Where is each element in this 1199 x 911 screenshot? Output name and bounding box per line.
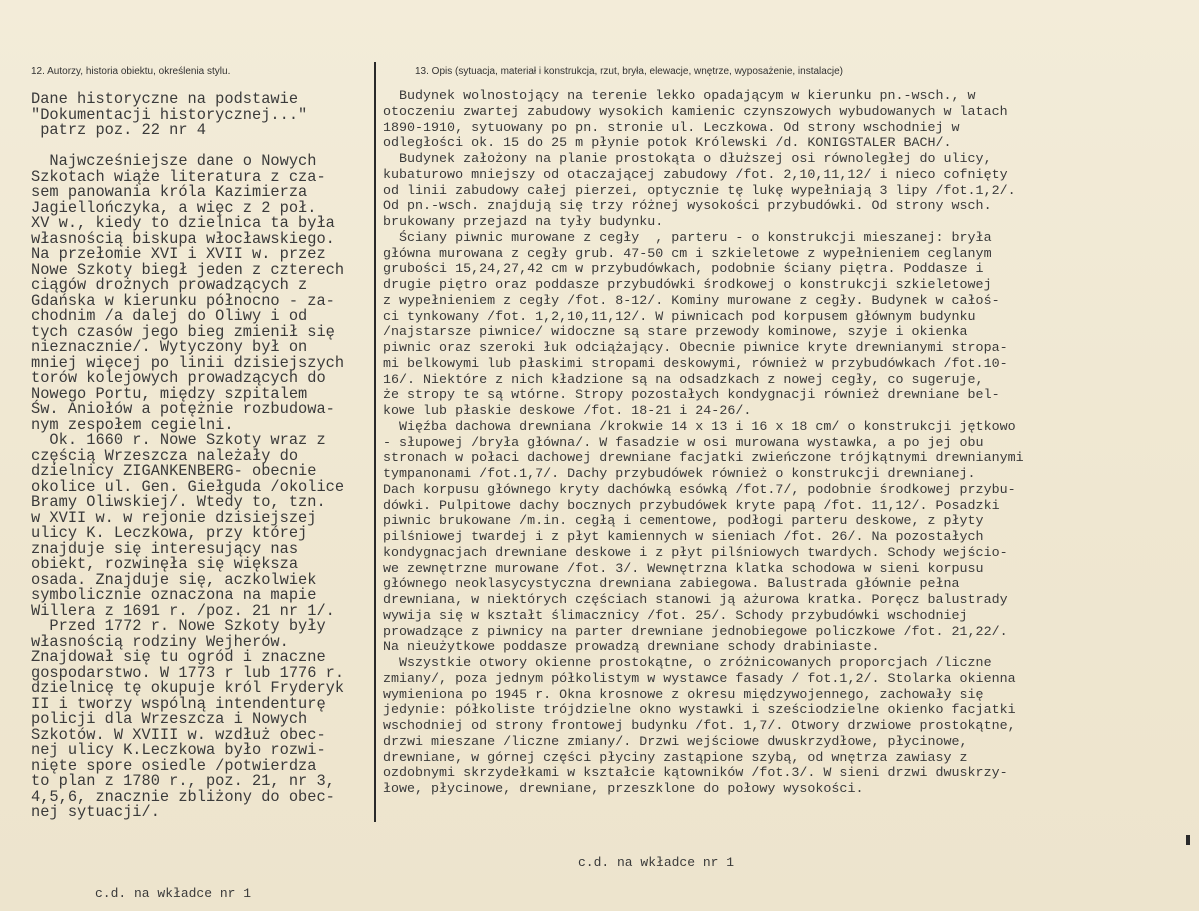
description-text-line: ozdobnymi skrzydełkami w kształcie kątowników /fot.3/. W sieni drzwi dwuskrzy-: [383, 766, 1008, 782]
history-text-line: Na przełomie XVI i XVII w. przez: [31, 245, 326, 263]
description-text-line: wschodniej od strony frontowej budynku /fot. 1,7/. Otwory drzwiowe prostokątne,: [383, 719, 1016, 734]
history-text-line: 4,5,6, znacznie zbliżony do obec-: [31, 787, 335, 806]
description-text-line: piwnic brukowane /m.in. cegłą i cementowe, podłogi parteru deskowe, z płyty: [383, 514, 984, 530]
history-text-column: [31, 92, 344, 821]
description-text-line: jedynie: półkoliste trójdzielne okno wystawki i sześciodzielne okienko facjatki: [383, 703, 1016, 719]
history-text-line: Przed 1772 r. Nowe Szkoty były: [31, 617, 326, 635]
description-text-line: głównego neoklasycystyczna drewniana zabiegowa. Balustrada głównie pełna: [383, 577, 960, 593]
description-text-line: grubości 15,24,27,42 cm w przybudówkach, podobnie ściany piętra. Poddasze i: [383, 262, 984, 278]
description-text-line: kowe lub płaskie deskowe /fot. 18-21 i 24-26/.: [383, 404, 752, 419]
description-text-line: brukowany przejazd na tyły budynku.: [383, 215, 664, 230]
description-text-line: dówki. Pulpitowe dachy bocznych przybudówek kryte papą /fot. 11,12/. Posadzki: [383, 498, 1000, 514]
section-12-header: 12. Autorzy, historia obiektu, określenia stylu.: [31, 66, 231, 77]
history-text-line: nięte spore osiedle /potwierdza: [31, 756, 317, 775]
description-text-line: 1890-1910, sytuowany po pn. stronie ul. Leczkowa. Od strony wschodniej w: [383, 120, 960, 136]
description-text-line: /najstarsze piwnice/ widoczne są stare przewody kominowe, szyje i okienka: [383, 325, 968, 341]
history-text-line: obiekt, rozwinęła się większa: [31, 555, 299, 573]
description-text-column: [383, 89, 1024, 798]
history-text-line: II i tworzy wspólną intendenturę: [31, 694, 326, 713]
history-text-line: nej ulicy K.Leczkowa było rozwi-: [31, 741, 326, 759]
description-text-line: kondygnacjach drewniane deskowe i z płyt pilśniowych twardych. Schody wejścio-: [383, 545, 1008, 561]
history-text-line: nieznacznie/. Wytyczony był on: [31, 338, 308, 356]
history-text-line: chodnim /a dalej do Oliwy i od: [31, 307, 308, 325]
description-text-line: łowe, płycinowe, drewniane, przeszklone do połowy wysokości.: [383, 782, 864, 797]
history-text-line: torów kolejowych prowadzących do: [31, 369, 326, 387]
history-text-line: XV w., kiedy to dzielnica ta była: [31, 214, 335, 232]
history-text-line: tych czasów jego bieg zmienił się: [31, 322, 335, 341]
description-text-line: otoczeniu zwartej zabudowy wysokich kamienic czynszowych wybudowanych w latach: [383, 104, 1008, 120]
history-text-line: "Dokumentacji historycznej...": [31, 105, 308, 124]
description-text-line: drzwi mieszane /liczne zmiany/. Drzwi wejściowe dwuskrzydłowe, płycinowe,: [383, 734, 968, 750]
history-text-line: Nowe Szkoty biegł jeden z czterech: [31, 260, 345, 279]
history-text-line: patrz poz. 22 nr 4: [31, 121, 206, 139]
description-text-line: tympanonami /fot.1,7/. Dachy przybudówek również o konstrukcji drewnianej.: [383, 467, 976, 482]
description-text-line: Więźba dachowa drewniana /krokwie 14 x 13 i 16 x 18 cm/ o konstrukcji jętkowo: [383, 419, 1016, 435]
history-text-line: Najwcześniejsze dane o Nowych: [31, 152, 317, 170]
history-text-line: Jagiellończyka, a więc z 2 poł.: [31, 198, 317, 217]
description-text-line: że stropy te są wtórne. Stropy pozostałych kondygnacji również drewniane bel-: [383, 388, 1000, 404]
description-text-line: prowadzące z piwnicy na parter drewniane jednobiegowe policzkowe /fot. 21,22/.: [383, 624, 1008, 640]
history-text-line: Dane historyczne na podstawie: [31, 90, 299, 108]
description-text-line: kubaturowo mniejszy od otaczającej zabudowy /fot. 2,10,11,12/ i nieco cofnięty: [383, 167, 1008, 183]
history-text-line: dzielnicę tę okupuje król Fryderyk: [31, 679, 345, 697]
description-text-line: drewniane, w górnej części płyciny zastąpione szybą, od wnętrza zawiasy z: [383, 750, 968, 766]
description-text-line: Budynek wolnostojący na terenie lekko opadającym w kierunku pn.-wsch., w: [383, 89, 976, 104]
description-text-line: główna murowana z cegły grub. 47-50 cm i szkieletowe z wypełnieniem ceglanym: [383, 246, 992, 262]
description-text-line: z wypełnieniem z cegły /fot. 8-12/. Kominy murowane z cegły. Budynek w całoś-: [383, 293, 1000, 309]
history-text-line: w XVII w. w rejonie dzisiejszej: [31, 508, 317, 527]
description-text-line: drugie piętro oraz poddasze przybudówki środkowej o konstrukcji szkieletowej: [383, 278, 992, 293]
column-divider: [374, 62, 376, 822]
description-text-line: drewniana, w niektórych częściach stanowi ją ażurowa kratka. Poręcz balustrady: [383, 593, 1008, 608]
history-text-line: Szkotach wiąże literatura z cza-: [31, 167, 326, 186]
description-text-line: piwnic oraz szeroki łuk odciążający. Obecnie piwnice kryte drewnianymi stropa-: [383, 341, 1008, 356]
description-text-line: - słupowej /bryła główna/. W fasadzie w osi murowana wystawka, a po jej obu: [383, 435, 984, 451]
description-text-line: wywija się w kształt ślimacznicy /fot. 25/. Schody przybudówki wschodniej: [383, 608, 968, 624]
description-text-line: Wszystkie otwory okienne prostokątne, o zróżnicowanych proporcjach /liczne: [383, 656, 992, 671]
history-text-line: symbolicznie oznaczona na mapie: [31, 586, 317, 604]
history-text-line: Szkotów. W XVIII w. wzdłuż obec-: [31, 725, 326, 744]
history-text-line: Gdańska w kierunku północno - za-: [31, 291, 335, 310]
history-text-line: ciągów drożnych prowadzących z: [31, 276, 308, 294]
history-text-line: okolice ul. Gen. Giełguda /okolice: [31, 477, 345, 496]
description-text-line: stronach w połaci dachowej drewniane facjatki zwieńczone trójkątnymi drewnianymi: [383, 451, 1024, 467]
description-text-line: we zewnętrzne murowane /fot. 3/. Wewnętrzna klatka schodowa w sieni korpusu: [383, 561, 984, 577]
history-text-line: policji dla Wrzeszcza i Nowych: [31, 710, 308, 728]
description-text-line: Na nieużytkowe poddasze prowadzą drewniane schody drabiniaste.: [383, 640, 880, 656]
description-text-line: mi belkowymi lub płaskimi stropami deskowymi, również w przybudówkach /fot.10-: [383, 356, 1008, 372]
description-text-line: Dach korpusu głównego kryty dachówką esówką /fot.7/, podobnie środkowej przybu-: [383, 482, 1016, 498]
margin-mark: [1186, 835, 1190, 845]
description-text-line: 16/. Niektóre z nich kładzione są na odsadzkach z nowej cegły, co sugeruje,: [383, 372, 984, 388]
history-text-line: dzielnicy ZIGANKENBERG- obecnie: [31, 462, 317, 480]
description-text-line: Budynek założony na planie prostokąta o dłuższej osi równoległej do ulicy,: [383, 152, 992, 167]
history-text-line: własnością rodziny Wejherów.: [31, 632, 289, 651]
history-text-line: Willera z 1691 r. /poz. 21 nr 1/.: [31, 601, 335, 620]
description-text-line: od linii zabudowy całej pierzei, optycznie tę lukę wypełniają 3 lipy /fot.1,2/.: [383, 183, 1016, 199]
history-text-line: sem panowania króla Kazimierza: [31, 183, 308, 201]
left-continuation-note: c.d. na wkładce nr 1: [95, 886, 252, 901]
history-text-line: gospodarstwo. W 1773 r lub 1776 r.: [31, 663, 345, 682]
history-text-line: własnością biskupa włocławskiego.: [31, 229, 335, 248]
right-continuation-note: c.d. na wkładce nr 1: [578, 855, 735, 870]
history-text-line: częścią Wrzeszcza należały do: [31, 446, 299, 465]
history-text-line: ulicy K. Leczkowa, przy której: [31, 524, 308, 542]
section-13-header: 13. Opis (sytuacja, materiał i konstrukcja, rzut, bryła, elewacje, wnętrze, wyposażenie, instalacje): [415, 66, 843, 77]
description-text-line: wymieniona po 1945 r. Okna krosnowe z okresu międzywojennego, zachowały się: [383, 687, 984, 703]
description-text-line: zmiany/, poza jednym półkolistym w wystawce fasady / fot.1,2/. Stolarka okienna: [383, 671, 1016, 687]
history-text-line: Bramy Oliwskiej/. Wtedy to, tzn.: [31, 493, 326, 511]
history-text-line: to plan z 1780 r., poz. 21, nr 3,: [31, 772, 335, 790]
description-text-line: pilśniowej twardej i z płyt kamiennych w sieniach /fot. 26/. Na pozostałych: [383, 530, 984, 545]
history-text-line: Św. Aniołów a potężnie rozbudowa-: [31, 400, 335, 418]
history-text-line: nym zespołem cegielni.: [31, 415, 234, 434]
description-text-line: Ściany piwnic murowane z cegły , parteru - o konstrukcji mieszanej: bryła: [383, 230, 992, 246]
description-text-line: odległości ok. 15 do 25 m płynie potok Królewski /d. KONIGSTALER BACH/.: [383, 136, 952, 152]
history-text-line: nej sytuacji/.: [31, 803, 160, 821]
history-text-line: Znajdował się tu ogród i znaczne: [31, 648, 326, 666]
history-text-line: Nowego Portu, między szpitalem: [31, 384, 308, 403]
history-text-line: osada. Znajduje się, aczkolwiek: [31, 570, 317, 589]
history-text-line: Ok. 1660 r. Nowe Szkoty wraz z: [31, 431, 326, 449]
history-text-line: mniej więcej po linii dzisiejszych: [31, 353, 345, 372]
history-text-line: znajduje się interesujący nas: [31, 539, 299, 558]
description-text-line: ci tynkowany /fot. 1,2,10,11,12/. W piwnicach pod korpusem głównym budynku: [383, 309, 976, 325]
description-text-line: Od pn.-wsch. znajdują się trzy różnej wysokości przybudówki. Od strony wsch.: [383, 199, 992, 215]
